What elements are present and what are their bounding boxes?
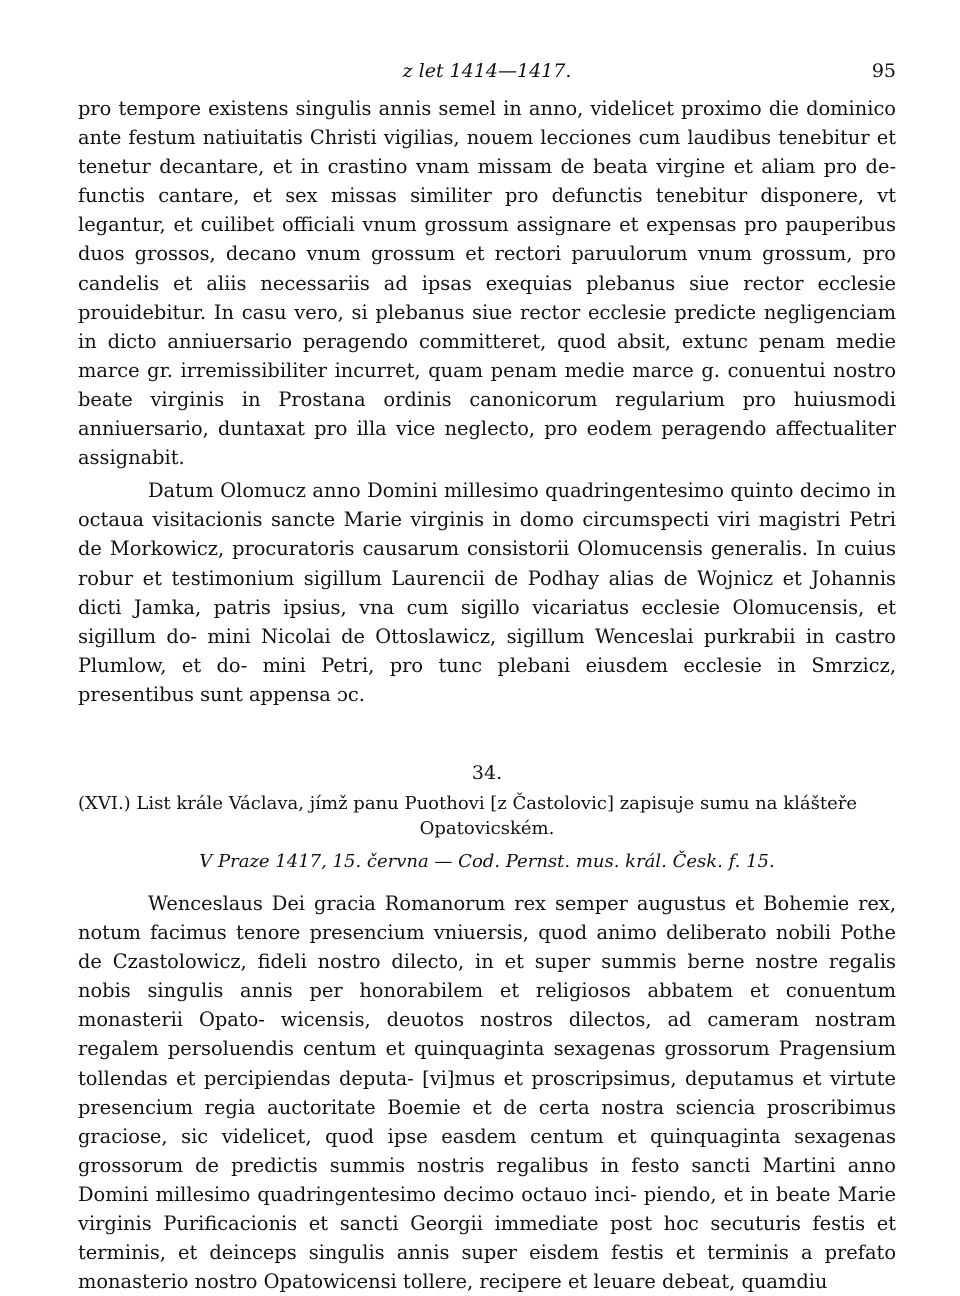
text-line: mini Petri, pro tunc plebani eiusdem ecclesie in Smrzicz, presentibus sunt appensa ɔc. <box>78 653 896 706</box>
text-line: singulis annis per honorabilem et religiosos abbatem et conuentum monasterii Opato- <box>78 979 896 1032</box>
text-line: decano vnum grossum et rectori paruulorum vnum grossum, pro candelis et aliis <box>78 242 896 295</box>
text-line: [vi]mus et proscripsimus, deputamus et virtute presencium regia auctoritate Boemie <box>78 1066 896 1119</box>
book-page <box>78 60 896 1296</box>
regest-line: Opatovicském. <box>419 817 555 839</box>
text-line: ante festum natiuitatis Christi vigilias, nouem lecciones cum laudibus tenebitur et <box>78 126 896 150</box>
text-line: centum et quinquaginta sexagenas grossorum de predictis summis nostris regalibus <box>78 1124 896 1177</box>
document-number: 34. <box>471 761 503 784</box>
text-line: pro tempore existens singulis annis semel in anno, videlicet proximo die dominico <box>78 97 896 120</box>
text-line: et de certa nostra sciencia proscribimus graciose, sic videlicet, quod ipse easdem <box>78 1095 896 1148</box>
running-head <box>78 60 896 94</box>
paragraph-dating-clause <box>78 476 896 709</box>
text-line: Jamka, patris ipsius, vna cum sigillo vicariatus ecclesie Olomucensis, et sigillum do- <box>78 595 896 648</box>
text-line: si plebanus siue rector ecclesie predicte negligenciam in dicto anniuersario peragendo <box>78 300 896 353</box>
text-line: in festo sancti Martini anno Domini millesimo quadringentesimo decimo octauo inci- <box>78 1153 896 1206</box>
text-line: wicensis, deuotos nostros dilectos, ad cameram nostram regalem persoluendis centum <box>78 1008 896 1061</box>
text-line: tenetur decantare, et in crastino vnam missam de beata virgine et aliam pro de- <box>78 155 896 179</box>
page-number: 95 <box>871 60 896 82</box>
text-line: et quinquaginta sexagenas grossorum Pragensium tollendas et percipiendas deputa- <box>78 1037 896 1090</box>
paragraph-continuation <box>78 94 896 472</box>
text-line: Morkowicz, procuratoris causarum consistorii Olomucensis generalis. In cuius robur <box>78 537 896 590</box>
text-line: necessariis ad ipsas exequias plebanus siue rector ecclesie prouidebitur. In casu vero, <box>78 271 896 324</box>
text-line: secuturis festis et terminis, et deinceps singulis annis super eisdem festis et terminis <box>78 1212 896 1265</box>
regest-line: (XVI.) List krále Václava, jímž panu Puothovi [z Častolovic] zapisuje sumu na klášteře <box>78 792 858 814</box>
text-line: committeret, quod absit, extunc penam medie marce gr. irremissibiliter incurret, <box>78 329 897 382</box>
text-line: mini Nicolai de Ottoslawicz, sigillum Wenceslai purkrabii in castro Plumlow, et do- <box>78 624 896 677</box>
text-line: Czastolowicz, fideli nostro dilecto, in et super summis berne nostre regalis nobis <box>78 950 896 1003</box>
paragraph-charter-text <box>78 889 896 1296</box>
text-line: et cuilibet officiali vnum grossum assignare et expensas pro pauperibus duos grossos, <box>78 213 896 266</box>
text-line: Wenceslaus Dei gracia Romanorum rex semper augustus et Bohemie rex, <box>148 891 896 915</box>
text-line: quam penam medie marce g. conuentui nostro beate virginis in Prostana ordinis <box>78 358 896 411</box>
text-line: canonicorum regularium pro huiusmodi anniuersario, duntaxat pro illa vice neglecto, <box>78 387 896 441</box>
text-line: functis cantare, et sex missas similiter pro defunctis tenebitur disponere, vt legantur, <box>78 184 896 237</box>
text-line: notum facimus tenore presencium vniuersis, quod animo deliberato nobili Pothe de <box>78 921 896 974</box>
running-title: z let 1414—1417. <box>402 60 572 82</box>
text-line: octaua visitacionis sancte Marie virginis in domo circumspecti viri magistri Petri de <box>78 508 896 561</box>
text-line: et testimonium sigillum Laurencii de Podhay alias de Wojnicz et Johannis dicti <box>78 566 896 619</box>
text-line: pro eodem peragendo affectualiter assignabit. <box>78 417 896 470</box>
text-line: piendo, et in beate Marie virginis Purificacionis et sancti Georgii immediate post hoc <box>78 1182 896 1235</box>
dating-line: V Praze 1417, 15. června — Cod. Pernst. mus. král. Česk. f. 15. <box>199 850 775 872</box>
text-line: a prefato monasterio nostro Opatowicensi tollere, recipere et leuare debeat, quamdiu <box>78 1241 896 1294</box>
text-line: Datum Olomucz anno Domini millesimo quadringentesimo quinto decimo in <box>148 479 896 503</box>
